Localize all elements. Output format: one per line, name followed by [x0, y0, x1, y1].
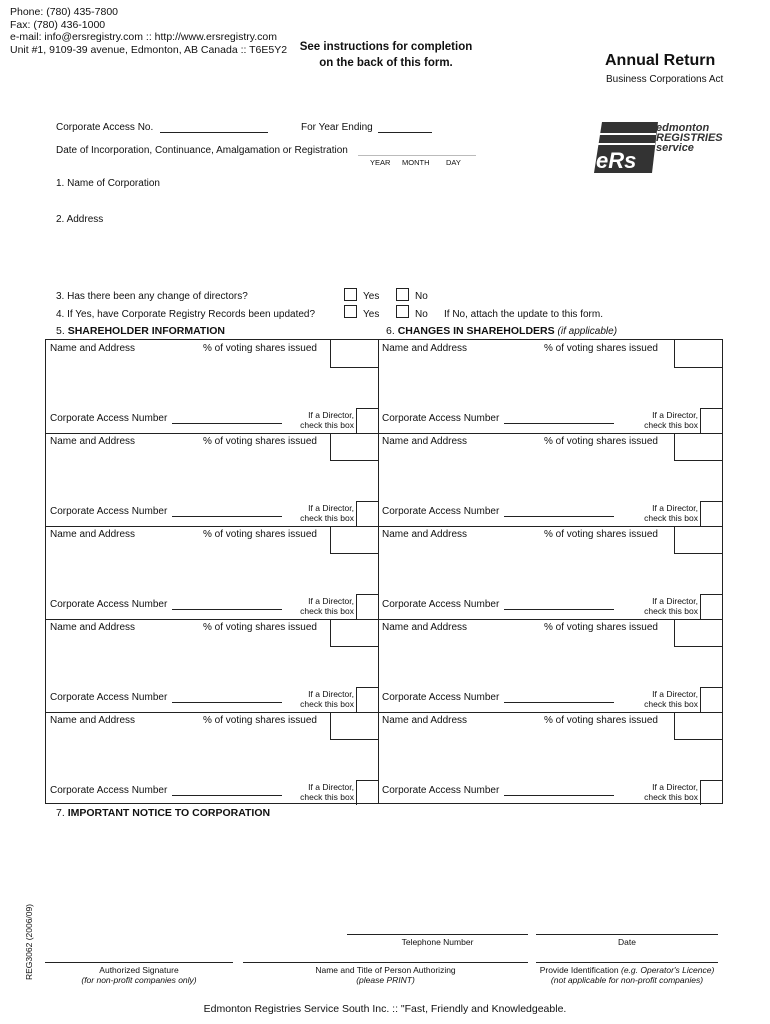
q4-yes-label: Yes — [363, 309, 380, 320]
section-6-number: 6. — [386, 325, 395, 337]
change-name-address-input[interactable] — [382, 356, 666, 406]
form-code: REG3062 (2006/09) — [24, 903, 34, 980]
change-director-line1: If a Director, — [652, 689, 698, 699]
shareholder-name-address-label: Name and Address — [50, 436, 136, 447]
identification-label — [530, 965, 724, 985]
corporate-access-input[interactable] — [160, 132, 268, 133]
phone-text: Phone: (780) 435-7800 — [10, 6, 118, 18]
change-director-checkbox[interactable] — [700, 501, 722, 526]
grid-row-divider — [46, 433, 722, 434]
section-7-number: 7. — [56, 807, 65, 819]
change-access-number-label: Corporate Access Number — [382, 599, 500, 610]
change-director-checkbox[interactable] — [700, 594, 722, 619]
shareholder-director-checkbox[interactable] — [356, 594, 378, 619]
shareholder-director-checkbox[interactable] — [356, 687, 378, 712]
shareholder-access-number-label: Corporate Access Number — [50, 785, 168, 796]
shareholder-voting-shares-label: % of voting shares issued — [203, 715, 317, 726]
section-5-number: 5. — [56, 325, 65, 337]
shareholder-name-address-input[interactable] — [50, 542, 322, 592]
shareholder-access-number-label: Corporate Access Number — [50, 599, 168, 610]
shareholder-access-number-input[interactable] — [172, 423, 282, 424]
authorized-signature-label — [45, 965, 233, 985]
shareholder-access-number-input[interactable] — [172, 795, 282, 796]
shareholder-name-address-input[interactable] — [50, 449, 322, 499]
change-voting-shares-label: % of voting shares issued — [544, 436, 658, 447]
date-label: Date — [618, 937, 636, 947]
change-access-number-input[interactable] — [504, 795, 614, 796]
fax-text: Fax: (780) 436-1000 — [10, 18, 106, 31]
change-voting-shares-input[interactable] — [674, 712, 722, 740]
change-director-line1: If a Director, — [652, 503, 698, 513]
change-access-number-input[interactable] — [504, 516, 614, 517]
grid-row-divider — [46, 526, 722, 527]
change-director-line2: check this box — [644, 792, 698, 802]
shareholder-director-line1: If a Director, — [308, 689, 354, 699]
change-director-line1: If a Director, — [652, 782, 698, 792]
change-director-line2: check this box — [644, 420, 698, 430]
q4-no-label: No — [415, 309, 428, 320]
identification-input[interactable] — [536, 962, 718, 963]
shareholder-access-number-input[interactable] — [172, 609, 282, 610]
year-caption: YEAR — [370, 158, 391, 167]
change-access-number-input[interactable] — [504, 609, 614, 610]
form-title: Annual Return — [605, 52, 716, 69]
instructions-line2: on the back of this form. — [319, 57, 453, 69]
email-text: e-mail: info@ersregistry.com :: http://www.ersregistry.com — [10, 31, 277, 43]
month-caption: MONTH — [402, 158, 430, 167]
change-voting-shares-input[interactable] — [674, 526, 722, 554]
change-name-address-label: Name and Address — [382, 622, 468, 633]
change-voting-shares-label: % of voting shares issued — [544, 715, 658, 726]
authorized-signature-input[interactable] — [45, 962, 233, 963]
footer-text: Edmonton Registries Service South Inc. :: "Fast, Friendly and Knowledgeable. — [203, 1003, 567, 1015]
shareholder-voting-shares-label: % of voting shares issued — [203, 343, 317, 354]
question-4: 4. If Yes, have Corporate Registry Records been updated? — [56, 309, 316, 320]
instructions-note — [288, 39, 484, 71]
corporation-name-label: 1. Name of Corporation — [56, 178, 160, 189]
telephone-input[interactable] — [347, 934, 528, 935]
logo-line1: edmonton — [656, 122, 710, 134]
name-title-input[interactable] — [243, 962, 528, 963]
shareholder-director-line1: If a Director, — [308, 596, 354, 606]
shareholder-voting-shares-input[interactable] — [330, 433, 378, 461]
change-access-number-label: Corporate Access Number — [382, 413, 500, 424]
address-text: Unit #1, 9109-39 avenue, Edmonton, AB Canada :: T6E5Y2 — [10, 43, 288, 56]
change-name-address-label: Name and Address — [382, 436, 468, 447]
shareholder-voting-shares-label: % of voting shares issued — [203, 436, 317, 447]
section-7-title: IMPORTANT NOTICE TO CORPORATION — [67, 807, 271, 819]
address-label: 2. Address — [56, 214, 104, 225]
section-6-title: CHANGES IN SHAREHOLDERS — [397, 325, 555, 337]
change-director-line2: check this box — [644, 606, 698, 616]
change-voting-shares-input[interactable] — [674, 433, 722, 461]
change-name-address-label: Name and Address — [382, 715, 468, 726]
shareholder-name-address-input[interactable] — [50, 356, 322, 406]
year-ending-label: For Year Ending — [301, 122, 373, 133]
name-title-text: Name and Title of Person Authorizing — [315, 965, 456, 975]
change-director-checkbox[interactable] — [700, 780, 722, 805]
change-access-number-input[interactable] — [504, 423, 614, 424]
change-name-address-input[interactable] — [382, 542, 666, 592]
shareholder-director-line2: check this box — [300, 420, 354, 430]
shareholder-name-address-input[interactable] — [50, 635, 322, 685]
change-director-checkbox[interactable] — [700, 408, 722, 433]
q3-yes-label: Yes — [363, 291, 380, 302]
logo-wordmark — [656, 123, 723, 153]
shareholder-director-line2: check this box — [300, 513, 354, 523]
instructions-line1: See instructions for completion — [299, 41, 473, 53]
date-input[interactable] — [536, 934, 718, 935]
q3-no-checkbox[interactable] — [396, 288, 409, 301]
change-name-address-input[interactable] — [382, 635, 666, 685]
identification-example: (e.g. Operator's Licence) — [621, 965, 715, 975]
shareholder-access-number-input[interactable] — [172, 516, 282, 517]
change-name-address-label: Name and Address — [382, 343, 468, 354]
shareholder-access-number-label: Corporate Access Number — [50, 413, 168, 424]
shareholder-voting-shares-label: % of voting shares issued — [203, 529, 317, 540]
shareholder-grid — [45, 339, 723, 804]
shareholder-director-line2: check this box — [300, 699, 354, 709]
shareholder-access-number-input[interactable] — [172, 702, 282, 703]
shareholder-voting-shares-input[interactable] — [330, 712, 378, 740]
change-name-address-input[interactable] — [382, 449, 666, 499]
authorized-signature-text: Authorized Signature — [99, 965, 179, 975]
shareholder-name-address-input[interactable] — [50, 728, 322, 778]
q4-no-checkbox[interactable] — [396, 305, 409, 318]
incorporation-date-input[interactable] — [358, 155, 476, 156]
name-title-label — [243, 965, 528, 985]
telephone-label: Telephone Number — [401, 937, 474, 947]
change-director-line2: check this box — [644, 513, 698, 523]
change-access-number-label: Corporate Access Number — [382, 692, 500, 703]
change-director-line1: If a Director, — [652, 596, 698, 606]
shareholder-director-checkbox[interactable] — [356, 408, 378, 433]
section-5-heading — [56, 325, 225, 337]
change-director-line2: check this box — [644, 699, 698, 709]
shareholder-director-checkbox[interactable] — [356, 501, 378, 526]
section-6-note: (if applicable) — [557, 326, 618, 337]
shareholder-voting-shares-input[interactable] — [330, 619, 378, 647]
q4-yes-checkbox[interactable] — [344, 305, 357, 318]
if-no-note: If No, attach the update to this form. — [444, 309, 603, 320]
change-name-address-label: Name and Address — [382, 529, 468, 540]
incorporation-date-label: Date of Incorporation, Continuance, Amalgamation or Registration — [56, 145, 348, 156]
day-caption: DAY — [446, 158, 461, 167]
change-name-address-input[interactable] — [382, 728, 666, 778]
section-6-heading — [386, 325, 617, 337]
shareholder-access-number-label: Corporate Access Number — [50, 506, 168, 517]
change-director-checkbox[interactable] — [700, 687, 722, 712]
ers-logo — [594, 120, 729, 175]
shareholder-name-address-label: Name and Address — [50, 622, 136, 633]
name-title-note: (please PRINT) — [356, 975, 415, 985]
grid-column-divider — [378, 340, 379, 803]
section-7-heading — [56, 807, 270, 819]
change-voting-shares-label: % of voting shares issued — [544, 529, 658, 540]
shareholder-director-line1: If a Director, — [308, 782, 354, 792]
shareholder-director-line1: If a Director, — [308, 410, 354, 420]
q3-yes-checkbox[interactable] — [344, 288, 357, 301]
shareholder-director-line1: If a Director, — [308, 503, 354, 513]
change-access-number-input[interactable] — [504, 702, 614, 703]
shareholder-voting-shares-input[interactable] — [330, 340, 378, 368]
change-voting-shares-label: % of voting shares issued — [544, 622, 658, 633]
question-3: 3. Has there been any change of directors? — [56, 291, 248, 302]
corporate-access-label: Corporate Access No. — [56, 122, 154, 133]
authorized-signature-note: (for non-profit companies only) — [81, 975, 197, 985]
act-name: Business Corporations Act — [606, 74, 724, 85]
shareholder-voting-shares-input[interactable] — [330, 526, 378, 554]
contact-block — [10, 6, 287, 56]
change-access-number-label: Corporate Access Number — [382, 506, 500, 517]
grid-row-divider — [46, 712, 722, 713]
change-director-line1: If a Director, — [652, 410, 698, 420]
grid-row-divider — [46, 619, 722, 620]
shareholder-director-checkbox[interactable] — [356, 780, 378, 805]
logo-line2: REGISTRIES — [656, 132, 723, 144]
shareholder-director-line2: check this box — [300, 792, 354, 802]
identification-text: Provide Identification — [539, 965, 619, 975]
logo-letters: eRs — [596, 148, 637, 173]
shareholder-director-line2: check this box — [300, 606, 354, 616]
logo-line3: service — [656, 142, 694, 154]
year-ending-input[interactable] — [378, 132, 432, 133]
shareholder-name-address-label: Name and Address — [50, 529, 136, 540]
shareholder-name-address-label: Name and Address — [50, 715, 136, 726]
change-voting-shares-input[interactable] — [674, 619, 722, 647]
change-voting-shares-label: % of voting shares issued — [544, 343, 658, 354]
change-voting-shares-input[interactable] — [674, 340, 722, 368]
shareholder-name-address-label: Name and Address — [50, 343, 136, 354]
section-5-title: SHAREHOLDER INFORMATION — [67, 325, 225, 337]
change-access-number-label: Corporate Access Number — [382, 785, 500, 796]
q3-no-label: No — [415, 291, 428, 302]
identification-note: (not applicable for non-profit companies) — [550, 975, 704, 985]
shareholder-voting-shares-label: % of voting shares issued — [203, 622, 317, 633]
shareholder-access-number-label: Corporate Access Number — [50, 692, 168, 703]
